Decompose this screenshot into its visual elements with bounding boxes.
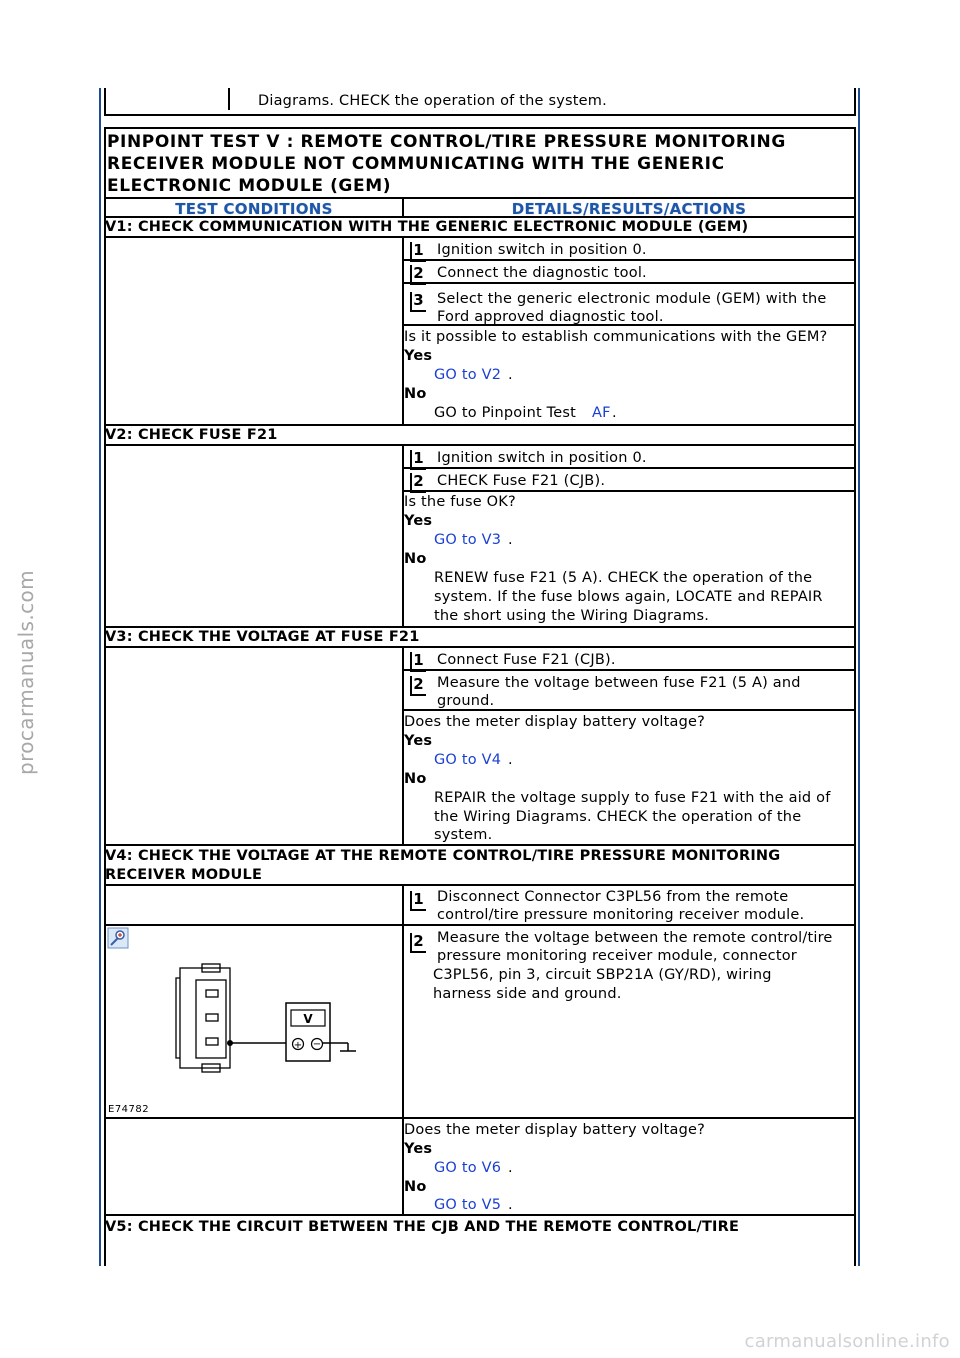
- v3-no-label: No: [404, 771, 427, 787]
- v4-no-link[interactable]: GO to V5: [434, 1197, 502, 1213]
- v3-step-2: [402, 669, 856, 711]
- v2-step-2-text: CHECK Fuse F21 (CJB).: [437, 473, 606, 489]
- step-number-box: [410, 676, 426, 696]
- col-header-details: [402, 197, 856, 218]
- v5-heading: V5: CHECK THE CIRCUIT BETWEEN THE CJB AND THE REMOTE CONTROL/TIRE: [105, 1219, 740, 1235]
- v1-yes-period: .: [508, 367, 513, 383]
- v2-question: Is the fuse OK?: [404, 494, 516, 510]
- v1-step-3-text-line-1: Select the generic electronic module (GEM) with the: [437, 291, 827, 307]
- v3-heading: V3: CHECK THE VOLTAGE AT FUSE F21: [105, 629, 420, 645]
- svg-text:−: −: [312, 1039, 322, 1050]
- test-title-line-1: PINPOINT TEST V : REMOTE CONTROL/TIRE PRESSURE MONITORING: [107, 132, 786, 152]
- v2-no-line-3: the short using the Wiring Diagrams.: [434, 608, 710, 624]
- v1-step-1-number: 1: [413, 241, 424, 259]
- v4-yes-link[interactable]: GO to V6: [434, 1160, 502, 1176]
- v4-step-2-text-line-1: Measure the voltage between the remote control/tire: [437, 930, 833, 946]
- v4-step-2-text-line-2: pressure monitoring receiver module, connector: [437, 948, 797, 964]
- v2-yes-link[interactable]: GO to V3: [434, 532, 502, 548]
- v4-conditions-cell-1: [104, 884, 404, 926]
- v3-question: Does the meter display battery voltage?: [404, 714, 706, 730]
- v2-step-1: [402, 444, 856, 469]
- col-header-details-label: DETAILS/RESULTS/ACTIONS: [511, 200, 747, 218]
- probe-point: [227, 1040, 233, 1046]
- v2-no-line-1: RENEW fuse F21 (5 A). CHECK the operation of the: [434, 570, 813, 586]
- v1-yes-label: Yes: [404, 348, 433, 364]
- v1-heading: V1: CHECK COMMUNICATION WITH THE GENERIC ELECTRONIC MODULE (GEM): [105, 219, 749, 235]
- v4-conditions-cell-3: [104, 1117, 404, 1216]
- v4-step-2-number: 2: [413, 932, 424, 950]
- side-watermark-text: procarmanuals.com: [14, 569, 38, 775]
- v3-yes-link[interactable]: GO to V4: [434, 752, 502, 768]
- v4-heading-line-2: RECEIVER MODULE: [105, 867, 263, 883]
- v1-step-3-number: 3: [413, 291, 424, 309]
- v1-yes-link[interactable]: GO to V2: [434, 367, 502, 383]
- v4-step-1-number: 1: [413, 890, 424, 908]
- v1-step-2-text: Connect the diagnostic tool.: [437, 265, 647, 281]
- v3-step-1-text: Connect Fuse F21 (CJB).: [437, 652, 616, 668]
- col-header-test-conditions-label: TEST CONDITIONS: [175, 200, 333, 218]
- v2-no-line-2: system. If the fuse blows again, LOCATE and REPAIR: [434, 589, 823, 605]
- v2-step-1-number: 1: [413, 449, 424, 467]
- v4-yes-period: .: [508, 1160, 513, 1176]
- step-number-box: [410, 891, 426, 911]
- ground-symbol-icon: [340, 1043, 356, 1051]
- v4-question: Does the meter display battery voltage?: [404, 1122, 706, 1138]
- v1-step-2: [402, 259, 856, 284]
- v1-no-text: GO to Pinpoint Test: [434, 405, 577, 421]
- v4-step-2-text-line-4: harness side and ground.: [433, 986, 622, 1002]
- v1-step-3: [402, 282, 856, 326]
- connector-meter-diagram: [106, 926, 402, 1117]
- v2-yes-period: .: [508, 532, 513, 548]
- v3-conditions-cell: [104, 646, 404, 846]
- v1-conditions-cell: [104, 236, 404, 426]
- v4-step-1-text-line-2: control/tire pressure monitoring receiver module.: [437, 907, 805, 923]
- v3-step-2-number: 2: [413, 675, 424, 693]
- v4-yes-label: Yes: [404, 1141, 433, 1157]
- v3-step-2-text-line-1: Measure the voltage between fuse F21 (5 A) and: [437, 675, 801, 691]
- v1-no-link[interactable]: AF: [592, 405, 611, 421]
- figure-label: E74782: [108, 1104, 150, 1115]
- previous-row-text: Diagrams. CHECK the operation of the system.: [258, 93, 607, 109]
- v2-yes-label: Yes: [404, 513, 433, 529]
- test-title-line-3: ELECTRONIC MODULE (GEM): [107, 176, 392, 196]
- v4-no-period: .: [508, 1197, 513, 1213]
- step-number-box: [410, 933, 426, 953]
- v1-no-label: No: [404, 386, 427, 402]
- previous-row-divider: [228, 88, 230, 110]
- v3-step-1: [402, 646, 856, 671]
- v3-no-line-1: REPAIR the voltage supply to fuse F21 with the aid of: [434, 790, 831, 806]
- v2-heading: V2: CHECK FUSE F21: [105, 427, 278, 443]
- v4-step-1: [402, 884, 856, 926]
- test-title-line-2: RECEIVER MODULE NOT COMMUNICATING WITH THE GENERIC: [107, 154, 725, 174]
- v3-no-line-2: the Wiring Diagrams. CHECK the operation of the: [434, 809, 802, 825]
- v1-step-1-text: Ignition switch in position 0.: [437, 242, 647, 258]
- v1-step-3-text-line-2: Ford approved diagnostic tool.: [437, 309, 664, 325]
- v1-step-1: [402, 236, 856, 261]
- v4-step-1-text-line-1: Disconnect Connector C3PL56 from the remote: [437, 889, 789, 905]
- v1-no-period: .: [612, 405, 617, 421]
- v4-step-2: [402, 924, 856, 1119]
- v1-step-2-number: 2: [413, 264, 424, 282]
- v2-step-2: [402, 467, 856, 492]
- v4-step-2-text-line-3: C3PL56, pin 3, circuit SBP21A (GY/RD), wiring: [433, 967, 772, 983]
- svg-text:+: +: [293, 1040, 303, 1051]
- left-page-bar: [99, 88, 101, 1266]
- v1-question: Is it possible to establish communications with the GEM?: [404, 329, 828, 345]
- v2-step-1-text: Ignition switch in position 0.: [437, 450, 647, 466]
- v3-yes-period: .: [508, 752, 513, 768]
- v3-step-1-number: 1: [413, 651, 424, 669]
- step-number-box: [410, 292, 426, 312]
- v2-step-2-number: 2: [413, 472, 424, 490]
- connector-c3pl56-icon: [176, 964, 230, 1072]
- test-title-block: [104, 127, 856, 197]
- right-page-bar: [858, 88, 860, 1266]
- v3-step-2-text-line-2: ground.: [437, 693, 495, 709]
- v4-no-label: No: [404, 1179, 427, 1195]
- meter-label: V: [303, 1012, 313, 1026]
- zoom-icon[interactable]: [108, 928, 128, 948]
- v2-no-label: No: [404, 551, 427, 567]
- v2-conditions-cell: [104, 444, 404, 628]
- v4-heading-line-1: V4: CHECK THE VOLTAGE AT THE REMOTE CONTROL/TIRE PRESSURE MONITORING: [105, 848, 781, 864]
- v3-yes-label: Yes: [404, 733, 433, 749]
- col-header-test-conditions: [104, 197, 404, 218]
- v3-no-line-3: system.: [434, 827, 493, 843]
- side-watermark: [14, 569, 54, 815]
- bottom-watermark: carmanualsonline.info: [744, 1331, 950, 1352]
- voltmeter-icon: [286, 1003, 330, 1061]
